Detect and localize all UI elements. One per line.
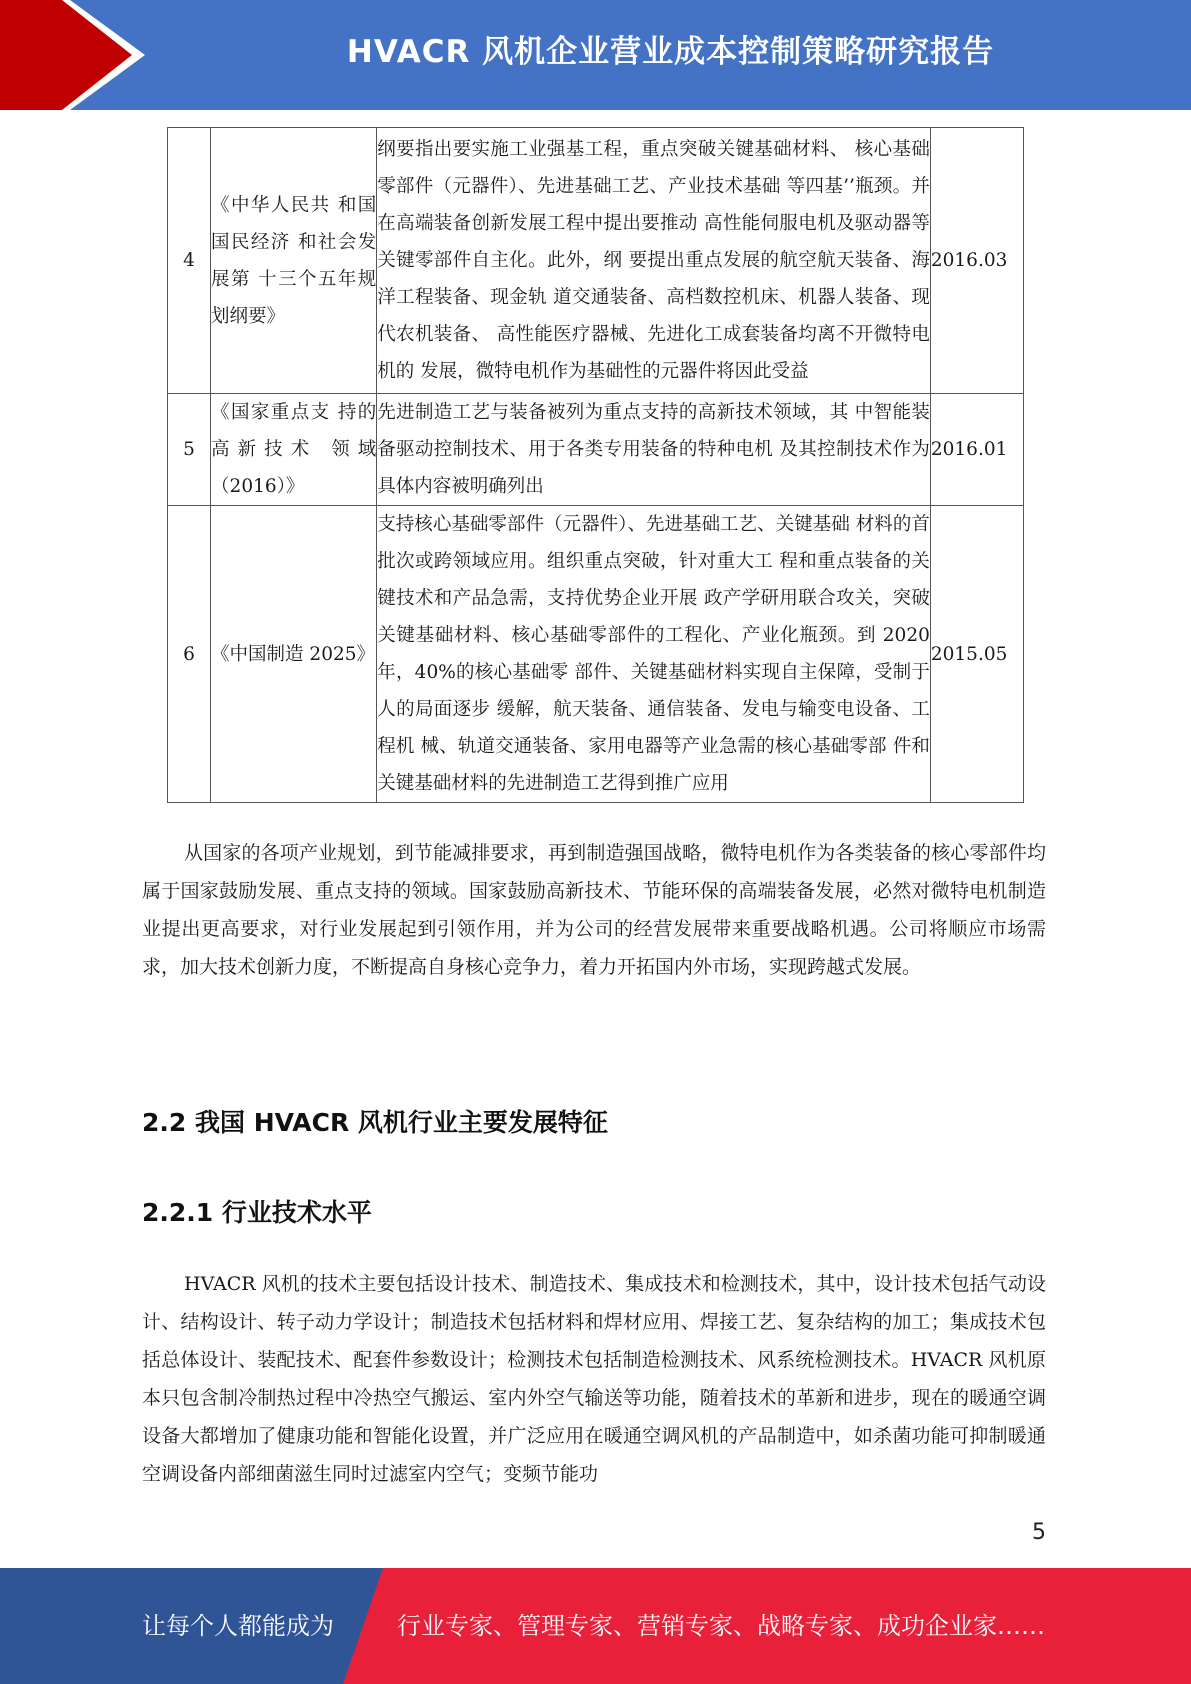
- row-number: 6: [168, 506, 211, 803]
- table-row: [168, 128, 1024, 394]
- policy-description: 支持核心基础零部件（元器件）、先进基础工艺、关键基础 材料的首批次或跨领域应用。组织重点突破，针对重大工 程和重点装备的关键技术和产品急需，支持优势企业开展 政产学研用联合攻关，突破关键基础材料、核心基础零部件的工程化、产业化瓶颈。到 2020 年，40%的核心基础零 部件、关键基础材料实现自主保障，受制于人的局面逐步 缓解，航天装备、通信装备、发电与输变电设备、工程机 械、轨道交通装备、家用电器等产业急需的核心基础零部 件和关键基础材料的先进制造工艺得到推广应用: [377, 506, 931, 803]
- policy-date: 2016.01: [930, 394, 1023, 506]
- policy-name: 《中华人民共 和国国民经济 和社会发展第 十三个五年规 划纲要》: [211, 128, 377, 394]
- policy-date: 2015.05: [930, 506, 1023, 803]
- report-title: HVACR 风机企业营业成本控制策略研究报告: [346, 34, 995, 70]
- policy-description: 先进制造工艺与装备被列为重点支持的高新技术领域，其 中智能装备驱动控制技术、用于各类专用装备的特种电机 及其控制技术作为具体内容被明确列出: [377, 394, 931, 506]
- policy-name: 《中国制造 2025》: [211, 506, 377, 803]
- policy-table: [167, 127, 1024, 803]
- page-footer: [0, 1568, 1191, 1684]
- policy-name: 《国家重点支 持的高新技术 领域（2016）》: [211, 394, 377, 506]
- row-number: 5: [168, 394, 211, 506]
- table-row: [168, 394, 1024, 506]
- footer-slogan-left: 让每个人都能成为: [142, 1612, 334, 1640]
- section-heading: 2.2 我国 HVACR 风机行业主要发展特征: [142, 1108, 608, 1137]
- policy-description: 纲要指出要实施工业强基工程，重点突破关键基础材料、 核心基础零部件（元器件）、先进基础工艺、产业技术基础 等四基’’瓶颈。并在高端装备创新发展工程中提出要推动 高性能伺服电机及驱动器等关键零部件自主化。此外，纲 要提出重点发展的航空航天装备、海洋工程装备、现金轨 道交通装备、高档数控机床、机器人装备、现代农机装备、 高性能医疗器械、先进化工成套装备均离不开微特电机的 发展，微特电机作为基础性的元器件将因此受益: [377, 128, 931, 394]
- page-header: [0, 0, 1191, 110]
- page-number: 5: [1032, 1520, 1046, 1545]
- body-paragraph: HVACR 风机的技术主要包括设计技术、制造技术、集成技术和检测技术，其中，设计技术包括气动设计、结构设计、转子动力学设计；制造技术包括材料和焊材应用、焊接工艺、复杂结构的加工；集成技术包括总体设计、装配技术、配套件参数设计；检测技术包括制造检测技术、风系统检测技术。HVACR 风机原本只包含制冷制热过程中冷热空气搬运、室内外空气输送等功能，随着技术的革新和进步，现在的暖通空调设备大都增加了健康功能和智能化设置，并广泛应用在暖通空调风机的产品制造中，如杀菌功能可抑制暖通空调设备内部细菌滋生同时过滤室内空气；变频节能功: [142, 1273, 1046, 1485]
- footer-slogan-right: 行业专家、管理专家、营销专家、战略专家、成功企业家……: [397, 1612, 1045, 1640]
- policy-date: 2016.03: [930, 128, 1023, 394]
- subsection-heading: 2.2.1 行业技术水平: [142, 1198, 372, 1227]
- body-paragraph: 从国家的各项产业规划，到节能减排要求，再到制造强国战略，微特电机作为各类装备的核心零部件均属于国家鼓励发展、重点支持的领域。国家鼓励高新技术、节能环保的高端装备发展，必然对微特电机制造业提出更高要求，对行业发展起到引领作用，并为公司的经营发展带来重要战略机遇。公司将顺应市场需求，加大技术创新力度，不断提高自身核心竞争力，着力开拓国内外市场，实现跨越式发展。: [142, 842, 1046, 978]
- table-row: [168, 506, 1024, 803]
- row-number: 4: [168, 128, 211, 394]
